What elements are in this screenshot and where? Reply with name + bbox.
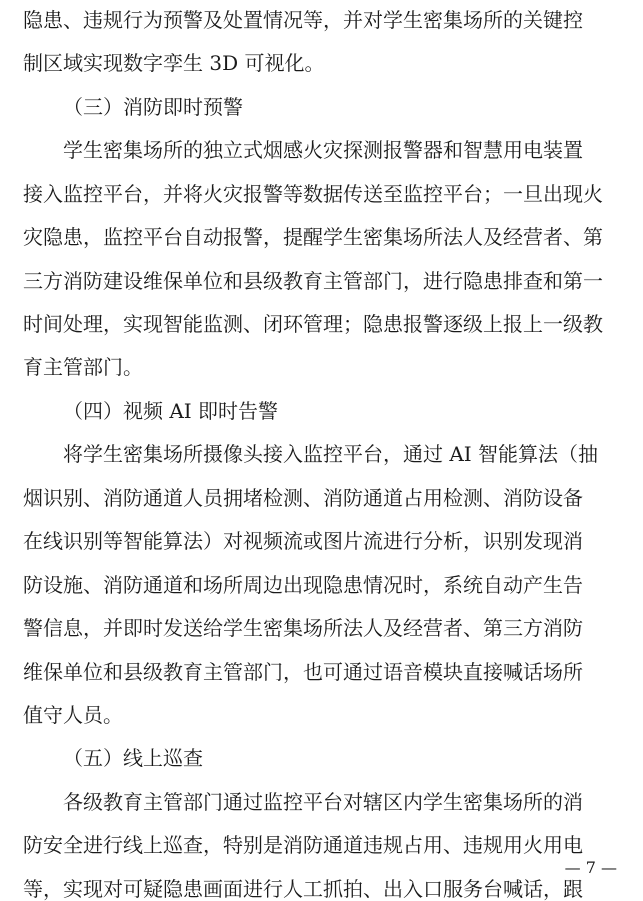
paragraph-line: 防安全进行线上巡查，特别是消防通道违规占用、违规用火用电 — [23, 833, 583, 857]
section-heading-5: （五）线上巡查 — [63, 746, 203, 770]
paragraph-line: 制区域实现数字孪生 3D 可视化。 — [23, 51, 325, 75]
paragraph-line: 防设施、消防通道和场所周边出现隐患情况时，系统自动产生告 — [23, 573, 583, 597]
paragraph-line: 各级教育主管部门通过监控平台对辖区内学生密集场所的消 — [63, 790, 583, 814]
paragraph-line: 三方消防建设维保单位和县级教育主管部门，进行隐患排查和第一 — [23, 269, 603, 293]
paragraph-line: 警信息，并即时发送给学生密集场所法人及经营者、第三方消防 — [23, 616, 583, 640]
paragraph-line: 烟识别、消防通道人员拥堵检测、消防通道占用检测、消防设备 — [23, 486, 583, 510]
paragraph-line: 在线识别等智能算法）对视频流或图片流进行分析，识别发现消 — [23, 529, 583, 553]
paragraph-line: 维保单位和县级教育主管部门，也可通过语音模块直接喊话场所 — [23, 660, 583, 684]
paragraph-line: 时间处理，实现智能监测、闭环管理；隐患报警逐级上报上一级教 — [23, 312, 603, 336]
paragraph-line: 隐患、违规行为预警及处置情况等，并对学生密集场所的关键控 — [23, 8, 583, 32]
page-number: — 7 — — [564, 858, 617, 877]
paragraph-line: 值守人员。 — [23, 703, 123, 727]
paragraph-line: 等，实现对可疑隐患画面进行人工抓拍、出入口服务台喊话，跟 — [23, 877, 583, 901]
section-heading-3: （三）消防即时预警 — [63, 95, 243, 119]
paragraph-line: 学生密集场所的独立式烟感火灾探测报警器和智慧用电装置 — [63, 138, 583, 162]
paragraph-line: 接入监控平台，并将火灾报警等数据传送至监控平台；一旦出现火 — [23, 182, 603, 206]
section-heading-4: （四）视频 AI 即时告警 — [63, 399, 279, 423]
paragraph-line: 灾隐患，监控平台自动报警，提醒学生密集场所法人及经营者、第 — [23, 225, 603, 249]
paragraph-line: 将学生密集场所摄像头接入监控平台，通过 AI 智能算法（抽 — [63, 442, 599, 466]
paragraph-line: 育主管部门。 — [23, 355, 143, 379]
